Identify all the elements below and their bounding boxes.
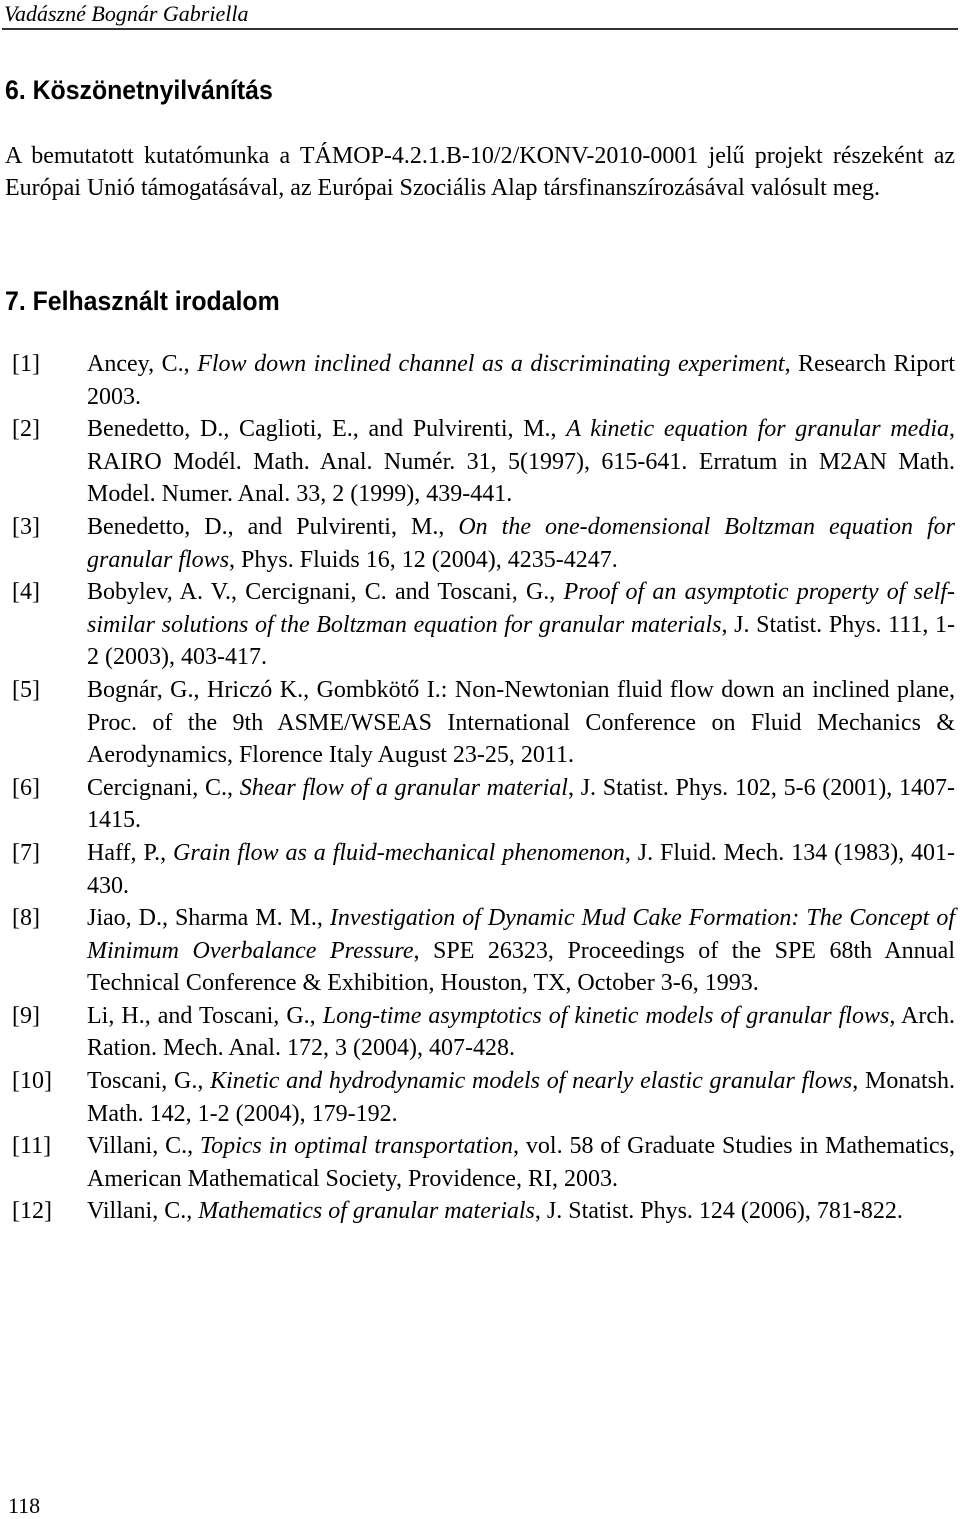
reference-number: [2] bbox=[12, 416, 40, 443]
reference-list bbox=[0, 348, 955, 1228]
reference-title: Shear flow of a granular material bbox=[239, 774, 568, 801]
reference-details: , Phys. Fluids 16, 12 (2004), 4235-4247. bbox=[229, 546, 618, 573]
reference-item bbox=[0, 902, 955, 1000]
reference-item bbox=[0, 1130, 955, 1195]
reference-item bbox=[0, 348, 955, 413]
running-head: Vadászné Bognár Gabriella bbox=[4, 1, 249, 26]
reference-number: [1] bbox=[12, 351, 40, 377]
reference-authors: Ancey, C., bbox=[87, 351, 198, 377]
header-rule bbox=[2, 28, 958, 30]
reference-title: Mathematics of granular materials bbox=[198, 1198, 535, 1225]
reference-number: [9] bbox=[12, 1002, 40, 1029]
reference-authors: Benedetto, D., and Pulvirenti, M., bbox=[87, 513, 459, 540]
reference-details: , vol. 58 of Graduate Studies in Mathematics, American Mathematical Society, Providence, RI, 2003. bbox=[87, 1133, 955, 1192]
reference-authors: Bognár, G., Hriczó K., Gombkötő I. bbox=[87, 676, 441, 703]
reference-item bbox=[0, 1000, 955, 1065]
reference-item bbox=[0, 674, 955, 772]
reference-item bbox=[0, 772, 955, 837]
reference-details: , Research Riport 2003. bbox=[87, 351, 955, 410]
reference-number: [12] bbox=[12, 1198, 52, 1225]
reference-number: [4] bbox=[12, 579, 40, 606]
reference-number: [6] bbox=[12, 774, 40, 801]
reference-authors: Villani, C., bbox=[87, 1133, 200, 1160]
reference-authors: Toscani, G., bbox=[87, 1068, 211, 1095]
reference-item bbox=[0, 1195, 955, 1228]
reference-title: Investigation of Dynamic Mud Cake Formation: The Concept of Minimum Overbalance Pressure bbox=[87, 905, 955, 964]
reference-item bbox=[0, 511, 955, 576]
reference-title: Proof of an asymptotic property of self-similar solutions of the Boltzman equation for granular materials bbox=[87, 579, 955, 638]
reference-title: A kinetic equation for granular media bbox=[566, 416, 950, 443]
reference-number: [10] bbox=[12, 1068, 52, 1095]
reference-number: [11] bbox=[12, 1133, 52, 1160]
reference-details: , J. Statist. Phys. 111, 1-2 (2003), 403-417. bbox=[87, 611, 956, 671]
reference-title: Topics in optimal transportation bbox=[199, 1133, 514, 1160]
reference-number: [5] bbox=[12, 676, 40, 703]
reference-item bbox=[0, 837, 955, 902]
reference-authors: Bobylev, A. V., Cercignani, C. and Toscani, G., bbox=[87, 579, 564, 606]
reference-authors: Li, H., and Toscani, G., bbox=[87, 1002, 323, 1029]
page-number: 118 bbox=[8, 1493, 41, 1518]
reference-number: [3] bbox=[12, 513, 40, 540]
reference-details: , J. Fluid. Mech. 134 (1983), 401-430. bbox=[87, 839, 955, 899]
reference-authors: Benedetto, D., Caglioti, E., and Pulvirenti, M., bbox=[87, 416, 567, 443]
reference-title: Flow down inclined channel as a discriminating experiment bbox=[197, 351, 785, 377]
reference-item bbox=[0, 413, 955, 511]
reference-title: On the one-domensional Boltzman equation for granular flows bbox=[87, 513, 955, 573]
reference-authors: Jiao, D., Sharma M. M., bbox=[87, 905, 330, 932]
reference-details: , J. Statist. Phys. 124 (2006), 781-822. bbox=[534, 1198, 903, 1225]
reference-title: Kinetic and hydrodynamic models of nearly elastic granular flows bbox=[210, 1068, 853, 1095]
reference-item bbox=[0, 576, 955, 674]
acknowledgement-paragraph: A bemutatott kutatómunka a TÁMOP-4.2.1.B-10/2/KONV-2010-0001 jelű projekt részeként az Európai Unió támogatásával, az Európai Szociális Alap társfinanszírozásával valósult meg. bbox=[5, 143, 955, 202]
reference-details: , SPE 26323, Proceedings of the SPE 68th Annual Technical Conference & Exhibition, Houston, TX, October 3-6, 1993. bbox=[87, 937, 956, 997]
section-heading-acknowledgements: 6. Köszönetnyilvánítás bbox=[5, 75, 273, 105]
reference-details: : Non-Newtonian fluid flow down an inclined plane, Proc. of the 9th ASME/WSEAS International Conference on Fluid Mechanics & Aerodynamics, Florence Italy August 23-25, 2011. bbox=[87, 676, 955, 769]
reference-item bbox=[0, 1065, 955, 1130]
reference-number: [7] bbox=[12, 839, 40, 866]
section-heading-references: 7. Felhasznált irodalom bbox=[5, 286, 280, 316]
reference-details: , RAIRO Modél. Math. Anal. Numér. 31, 5(1997), 615-641. Erratum in M2AN Math. Model. Numer. Anal. 33, 2 (1999), 439-441. bbox=[87, 416, 956, 508]
reference-details: , J. Statist. Phys. 102, 5-6 (2001), 1407-1415. bbox=[87, 774, 955, 834]
reference-title: Grain flow as a fluid-mechanical phenomenon bbox=[173, 839, 625, 866]
reference-details: , Arch. Ration. Mech. Anal. 172, 3 (2004), 407-428. bbox=[87, 1002, 956, 1062]
reference-authors: Cercignani, C., bbox=[87, 774, 240, 801]
reference-authors: Haff, P., bbox=[87, 839, 174, 866]
reference-number: [8] bbox=[12, 905, 40, 932]
reference-authors: Villani, C., bbox=[87, 1198, 199, 1225]
reference-details: , Monatsh. Math. 142, 1-2 (2004), 179-192. bbox=[87, 1068, 956, 1127]
reference-title: Long-time asymptotics of kinetic models of granular flows bbox=[322, 1002, 890, 1029]
